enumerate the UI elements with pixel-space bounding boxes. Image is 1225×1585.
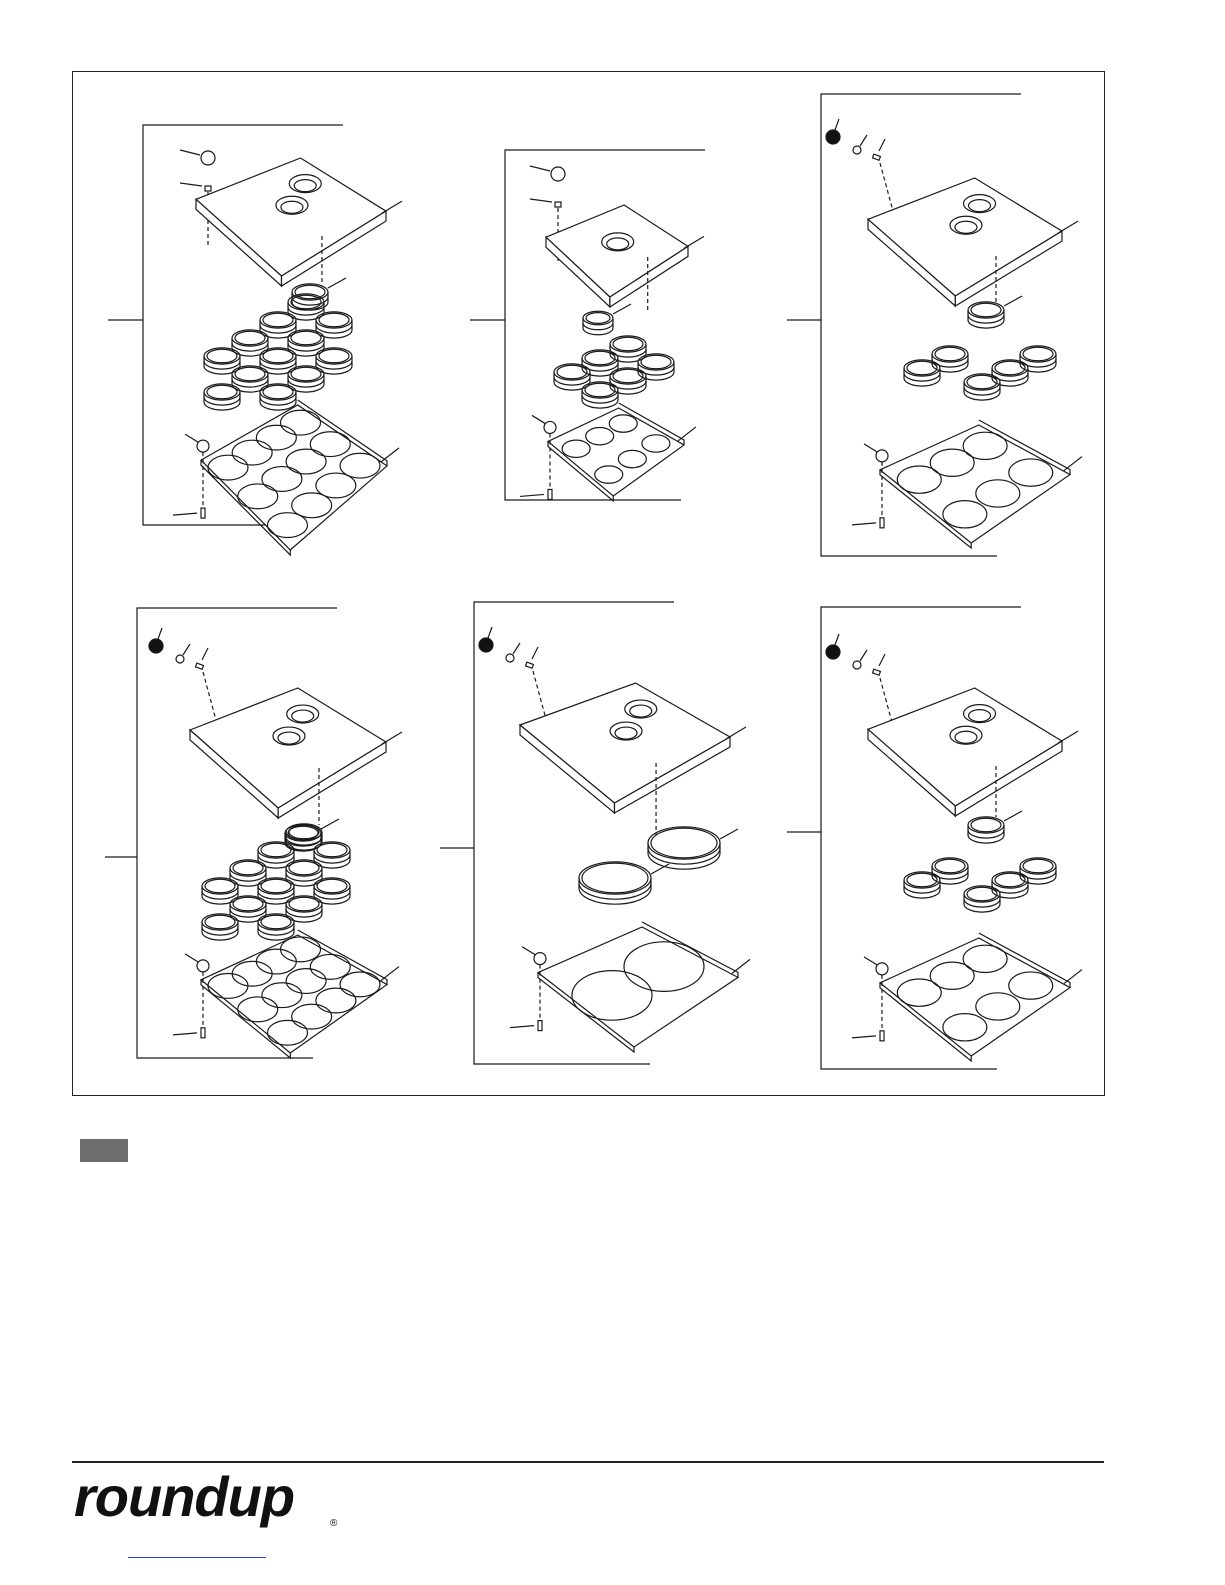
leader-line	[530, 166, 550, 171]
ring-wall	[260, 356, 296, 374]
tray-screw	[201, 1028, 205, 1038]
ring-wall	[204, 392, 240, 410]
ring-top	[968, 302, 1004, 318]
ring-top	[1020, 858, 1056, 874]
ring-wall	[316, 356, 352, 374]
dashed-line	[533, 671, 546, 719]
ring-wall	[904, 368, 940, 386]
leader-line	[1064, 457, 1082, 471]
cover-top	[196, 158, 386, 276]
ring-top	[579, 862, 651, 894]
ring-top	[230, 860, 266, 876]
footer-link-underline[interactable]	[128, 1557, 266, 1558]
ring-top	[932, 858, 968, 874]
tray-screw	[880, 1031, 884, 1041]
trademark-mark: ®	[330, 1518, 338, 1529]
black-knob	[826, 645, 840, 659]
ring-wall	[202, 922, 238, 940]
ring-top	[260, 312, 296, 328]
nut	[205, 186, 211, 191]
cover-top	[520, 683, 730, 803]
tray-outline	[201, 935, 387, 1053]
leader-line	[879, 654, 885, 666]
tray-screw	[538, 1021, 542, 1031]
leader-line	[879, 139, 885, 151]
ring-inner	[1023, 347, 1053, 361]
spring	[195, 663, 203, 669]
leader-line	[835, 634, 839, 645]
leader-line	[382, 201, 402, 213]
ring-inner	[971, 818, 1001, 832]
ring-wall	[258, 850, 294, 868]
leader-line	[720, 829, 738, 839]
spring	[872, 669, 880, 675]
ring-inner	[235, 331, 265, 345]
ring-top	[288, 330, 324, 346]
leader-line	[158, 628, 162, 639]
leader-line	[532, 415, 545, 423]
ring-top	[968, 817, 1004, 833]
spring	[872, 154, 880, 160]
roundup-logo	[72, 1468, 372, 1530]
ring-wall	[232, 374, 268, 392]
ring-top	[648, 827, 720, 859]
ring-wall	[230, 904, 266, 922]
ring-top	[286, 896, 322, 912]
ring-inner	[233, 861, 263, 875]
ring-top	[316, 312, 352, 328]
ring-inner	[291, 367, 321, 381]
ring-top	[232, 330, 268, 346]
black-knob	[826, 130, 840, 144]
leader-line	[488, 627, 492, 638]
ring-inner	[261, 843, 291, 857]
nut	[555, 202, 561, 207]
leader-line	[860, 650, 867, 661]
ring-wall	[286, 904, 322, 922]
washer	[853, 661, 861, 669]
leader-line	[185, 434, 198, 442]
assembly-6	[787, 607, 1082, 1069]
ring-inner	[317, 879, 347, 893]
ring-inner	[263, 349, 293, 363]
black-knob	[149, 639, 163, 653]
tray-screw	[548, 489, 552, 499]
leader-line	[381, 448, 399, 462]
leader-line	[321, 819, 339, 829]
tray-knob	[197, 440, 209, 452]
ring-wall	[554, 372, 590, 390]
assembly-1	[108, 125, 402, 555]
ring-top	[258, 878, 294, 894]
ring-inner	[317, 843, 347, 857]
black-knob	[479, 638, 493, 652]
ring-inner	[235, 367, 265, 381]
leader-line	[173, 513, 197, 515]
ring-wall	[964, 382, 1000, 400]
leader-line	[852, 1036, 876, 1038]
ring-inner	[971, 303, 1001, 317]
ring-inner	[233, 897, 263, 911]
leader-line	[532, 647, 538, 659]
ring-inner	[319, 313, 349, 327]
ring-inner	[289, 861, 319, 875]
leader-line	[835, 119, 839, 130]
leader-line	[202, 648, 208, 660]
cover-top	[868, 178, 1062, 296]
leader-line	[1004, 811, 1022, 821]
ring-top	[932, 346, 968, 362]
leader-line	[173, 1033, 197, 1035]
leader-line	[726, 727, 746, 739]
ring-inner	[935, 859, 965, 873]
ring-inner	[1023, 859, 1053, 873]
assembly-5	[440, 602, 750, 1064]
footer-rule	[72, 1461, 1104, 1463]
leader-line	[510, 1026, 534, 1028]
ring-top	[292, 284, 328, 300]
dashed-line	[880, 678, 893, 726]
ring-band	[579, 883, 651, 899]
ring-top	[288, 366, 324, 382]
leader-line	[1058, 731, 1078, 743]
ring-top	[583, 311, 613, 325]
assembly-4	[105, 608, 402, 1058]
cap-knob	[201, 151, 215, 165]
spring	[525, 662, 533, 668]
ring-top	[260, 348, 296, 364]
assembly-3	[787, 94, 1082, 556]
ring-inner	[935, 347, 965, 361]
ring-wall	[288, 374, 324, 392]
leader-line	[180, 183, 202, 186]
tray-knob	[197, 960, 209, 972]
leader-line	[1064, 970, 1082, 984]
ring-wall	[232, 338, 268, 356]
ring-wall	[582, 390, 618, 408]
tray-knob	[534, 953, 546, 965]
ring-top	[202, 914, 238, 930]
ring-top	[286, 860, 322, 876]
tray-knob	[876, 450, 888, 462]
cap-knob	[551, 167, 565, 181]
leader-line	[732, 959, 750, 973]
ring-wall	[314, 850, 350, 868]
ring-top	[258, 842, 294, 858]
washer	[506, 654, 514, 662]
leader-line	[520, 494, 544, 496]
ring-wall	[288, 338, 324, 356]
ring-inner	[586, 313, 610, 324]
tray-knob	[544, 421, 556, 433]
leader-line	[1058, 221, 1078, 233]
dashed-line	[203, 672, 216, 720]
leader-line	[328, 278, 346, 288]
ring-top	[610, 336, 646, 352]
ring-wall	[964, 894, 1000, 912]
ring-inner	[319, 349, 349, 363]
ring-wall	[648, 843, 720, 869]
ring-top	[204, 384, 240, 400]
tray-outline	[538, 927, 738, 1047]
ring-top	[314, 878, 350, 894]
leader-line	[852, 523, 876, 525]
ring-top	[638, 354, 674, 370]
ring-top	[202, 878, 238, 894]
ring-top	[314, 842, 350, 858]
ring-wall	[968, 825, 1004, 843]
ring-top	[258, 914, 294, 930]
ring-wall	[579, 878, 651, 904]
ring-inner	[205, 915, 235, 929]
washer	[853, 146, 861, 154]
ring-band	[583, 323, 613, 330]
ring-inner	[582, 863, 648, 893]
leader-line	[180, 150, 200, 155]
leader-line	[513, 643, 520, 654]
ring-inner	[207, 385, 237, 399]
ring-wall	[230, 868, 266, 886]
ring-top	[1020, 346, 1056, 362]
ring-wall	[286, 868, 322, 886]
ring-inner	[261, 879, 291, 893]
assembly-2	[470, 150, 705, 501]
ring-top	[232, 366, 268, 382]
leader-line	[530, 199, 552, 202]
ring-inner	[641, 355, 671, 369]
ring-inner	[205, 879, 235, 893]
ring-wall	[258, 922, 294, 940]
leader-line	[613, 304, 631, 314]
leader-line	[183, 644, 190, 655]
leader-line	[1004, 296, 1022, 306]
leader-line	[864, 957, 877, 965]
tray-screw	[201, 508, 205, 518]
leader-line	[864, 444, 877, 452]
leader-line	[185, 954, 198, 962]
ring-wall	[968, 310, 1004, 328]
ring-wall	[204, 356, 240, 374]
ring-wall	[904, 880, 940, 898]
ring-inner	[263, 313, 293, 327]
ring-top	[204, 348, 240, 364]
ring-top	[230, 896, 266, 912]
leader-line	[382, 732, 402, 744]
ring-wall	[260, 392, 296, 410]
tray-screw	[880, 518, 884, 528]
ring-inner	[261, 915, 291, 929]
brand-wordmark: roundup	[74, 1468, 295, 1528]
ring-wall	[316, 320, 352, 338]
ring-wall	[260, 320, 296, 338]
ring-inner	[289, 825, 319, 839]
ring-inner	[291, 331, 321, 345]
ring-inner	[613, 337, 643, 351]
leader-line	[678, 427, 696, 441]
tray-outline	[548, 408, 684, 496]
leader-line	[684, 236, 704, 248]
section-tab	[80, 1139, 128, 1162]
ring-inner	[289, 897, 319, 911]
cover-top	[868, 688, 1062, 806]
cover-top	[190, 688, 386, 808]
ring-inner	[207, 349, 237, 363]
tray-knob	[876, 963, 888, 975]
ring-wall	[202, 886, 238, 904]
leader-line	[860, 135, 867, 146]
ring-wall	[258, 886, 294, 904]
ring-wall	[314, 886, 350, 904]
ring-band	[648, 848, 720, 864]
ring-top	[316, 348, 352, 364]
ring-inner	[651, 828, 717, 858]
ring-top	[260, 384, 296, 400]
leader-line	[522, 947, 535, 955]
washer	[176, 655, 184, 663]
ring-top	[288, 294, 324, 310]
ring-inner	[263, 385, 293, 399]
leader-line	[381, 967, 399, 981]
dashed-line	[880, 163, 893, 211]
